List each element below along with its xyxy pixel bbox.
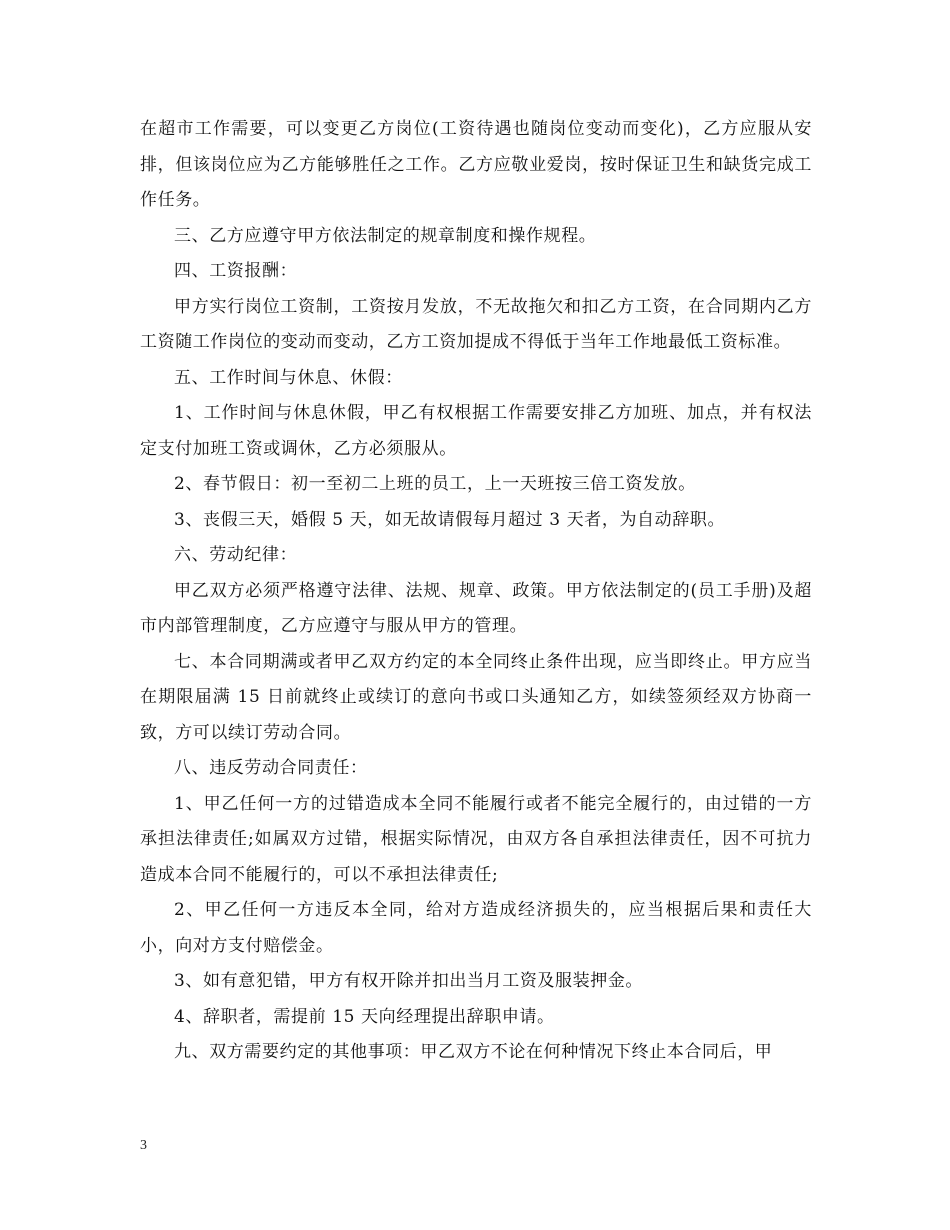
paragraph-spring-festival: 2、春节假日：初一至初二上班的员工，上一天班按三倍工资发放。 <box>174 474 696 494</box>
paragraph-liability-1: 1、甲乙任何一方的过错造成本全同不能履行或者不能完全履行的，由过错的一方承担法律责任;如属双方过错，根据实际情况，由双方各自承担法律责任，因不可抗力造成本合同不能履行的，可以不承担法律责任; <box>140 793 812 885</box>
page-number: 3 <box>140 1138 147 1153</box>
paragraph-liability-4: 4、辞职者，需提前 15 天向经理提出辞职申请。 <box>174 1006 555 1027</box>
paragraph-discipline: 甲乙双方必须严格遵守法律、法规、规章、政策。甲方依法制定的(员工手册)及超市内部管理制度，乙方应遵守与服从甲方的管理。 <box>140 580 812 636</box>
heading-section-4: 四、工资报酬： <box>174 261 298 281</box>
paragraph-work-hours: 1、工作时间与休息休假，甲乙有权根据工作需要安排乙方加班、加点，并有权法定支付加班工资或调休，乙方必须服从。 <box>140 403 812 459</box>
paragraph-section-7: 七、本合同期满或者甲乙双方约定的本全同终止条件出现，应当即终止。甲方应当在期限届满 15 日前就终止或续订的意向书或口头通知乙方，如续签须经双方协商一致，方可以续订劳动合同。 <box>140 651 812 743</box>
heading-section-6: 六、劳动纪律： <box>174 545 298 565</box>
paragraph-section-9: 九、双方需要约定的其他事项：甲乙双方不论在何种情况下终止本合同后，甲 <box>174 1042 773 1062</box>
paragraph-section-3: 三、乙方应遵守甲方依法制定的规章制度和操作规程。 <box>174 225 597 246</box>
heading-section-5: 五、工作时间与休息、休假： <box>174 367 403 388</box>
document-page <box>140 112 812 1071</box>
paragraph-liability-2: 2、甲乙任何一方违反本全同，给对方造成经济损失的，应当根据后果和责任大小，向对方支付赔偿金。 <box>140 900 812 956</box>
paragraph-leave: 3、丧假三天，婚假 5 天，如无故请假每月超过 3 天者，为自动辞职。 <box>174 509 726 530</box>
heading-section-8: 八、违反劳动合同责任： <box>174 758 368 778</box>
paragraph-continued: 在超市工作需要，可以变更乙方岗位(工资待遇也随岗位变动而变化)，乙方应服从安排，但该岗位应为乙方能够胜任之工作。乙方应敬业爱岗，按时保证卫生和缺货完成工作任务。 <box>140 119 812 210</box>
paragraph-liability-3: 3、如有意犯错，甲方有权开除并扣出当月工资及服装押金。 <box>174 971 644 991</box>
paragraph-wage: 甲方实行岗位工资制，工资按月发放，不无故拖欠和扣乙方工资，在合同期内乙方工资随工作岗位的变动而变动，乙方工资加提成不得低于当年工作地最低工资标准。 <box>140 296 812 352</box>
